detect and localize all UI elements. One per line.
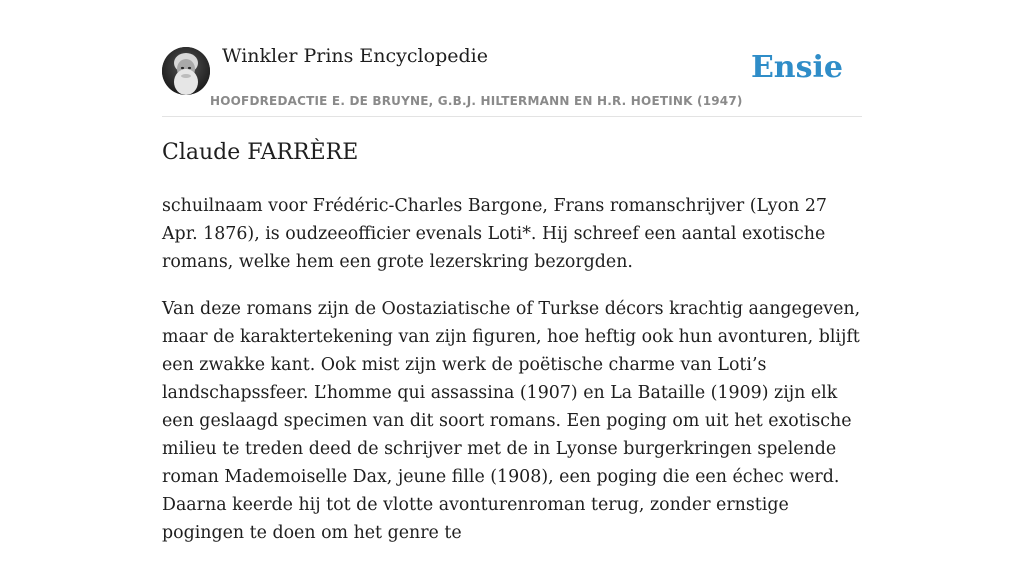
article-title: Claude FARRÈRE — [162, 140, 359, 165]
portrait-image — [162, 47, 210, 95]
editor-portrait — [162, 47, 210, 95]
editors-credit: HOOFDREDACTIE E. DE BRUYNE, G.B.J. HILTERMANN EN H.R. HOETINK (1947) — [210, 94, 743, 108]
ensie-logo-link[interactable]: Ensie — [750, 50, 843, 85]
page — [162, 0, 862, 543]
article-paragraph: schuilnaam voor Frédéric-Charles Bargone, Frans romanschrijver (Lyon 27 Apr. 1876), is oudzeeofficier evenals Loti*. Hij schreef een aantal exotische romans, welke hem een grote lezerskring bezorgden. — [162, 196, 827, 272]
article-paragraph: Van deze romans zijn de Oostaziatische of Turkse décors krachtig aangegeven, maar de karaktertekening van zijn figuren, hoe heftig ook hun avonturen, blijft een zwakke kant. Ook mist zijn werk de poëtische charme van Loti’s landschapssfeer. L’homme qui assassina (1907) en La Bataille (1909) zijn elk een geslaagd specimen van dit soort romans. Een poging om uit het exotische milieu te treden deed de schrijver met de in Lyonse burgerkringen spelende roman Mademoiselle Dax, jeune fille (1908), een poging die een échec werd. Daarna keerde hij tot de vlotte avonturenroman terug, zonder ernstige pogingen te doen om het genre te — [162, 299, 861, 543]
site-header — [162, 0, 862, 117]
article-body — [162, 192, 867, 566]
site-title[interactable]: Winkler Prins Encyclopedie — [222, 45, 488, 67]
